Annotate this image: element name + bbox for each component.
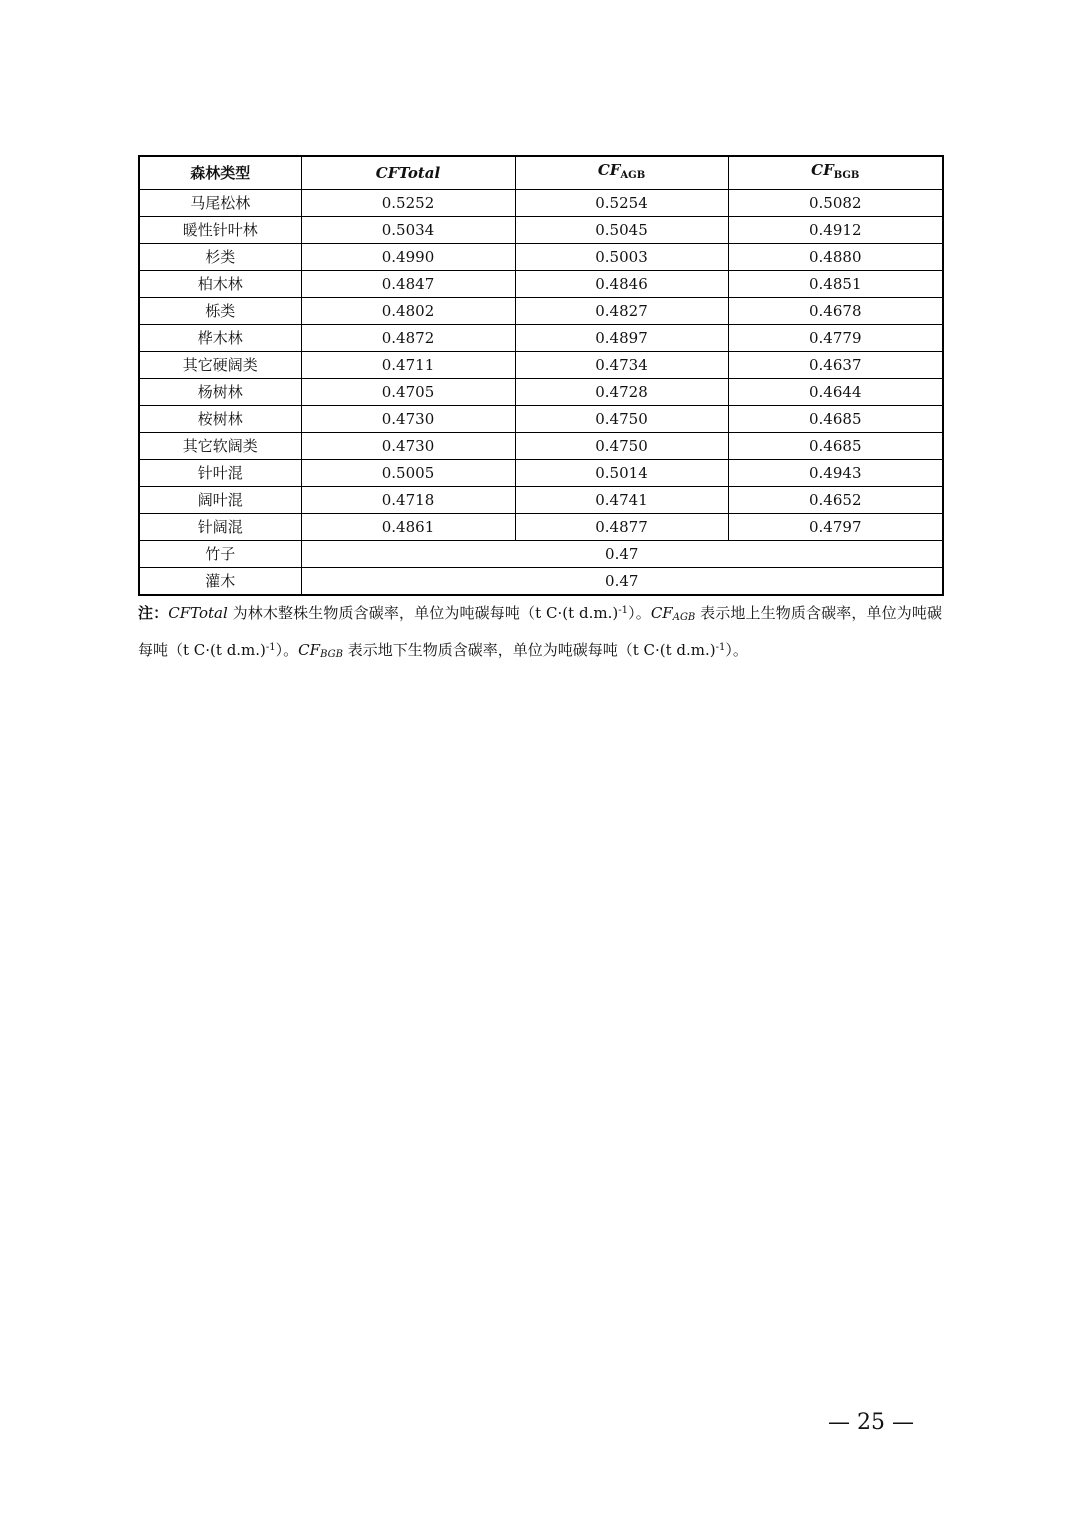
- table-row: [139, 514, 943, 541]
- cell-forest-type: 其它硬阔类: [139, 352, 301, 379]
- header-cf-bgb: $CF_{BGB}$: [728, 156, 943, 190]
- table-row: [139, 379, 943, 406]
- cell-cf-bgb: 0.4880: [728, 244, 943, 271]
- table-header-row: [139, 156, 943, 190]
- cell-cf-bgb: 0.4644: [728, 379, 943, 406]
- table-row: [139, 190, 943, 217]
- table-row-merged: [139, 541, 943, 568]
- cell-cf-agb: 0.4827: [515, 298, 728, 325]
- cell-cf-total: 0.5252: [301, 190, 515, 217]
- cell-cf-total: 0.4718: [301, 487, 515, 514]
- cell-cf-agb: 0.5014: [515, 460, 728, 487]
- cell-cf-total: 0.4730: [301, 433, 515, 460]
- carbon-fraction-table: [138, 155, 944, 596]
- cell-cf-bgb: 0.4943: [728, 460, 943, 487]
- cell-cf-bgb: 0.4912: [728, 217, 943, 244]
- cell-cf-total: 0.4711: [301, 352, 515, 379]
- cell-cf-bgb: 0.4685: [728, 406, 943, 433]
- cell-cf-bgb: 0.5082: [728, 190, 943, 217]
- cell-cf-agb: 0.4728: [515, 379, 728, 406]
- cell-cf-bgb: 0.4851: [728, 271, 943, 298]
- table-row: [139, 298, 943, 325]
- cell-cf-total: 0.5005: [301, 460, 515, 487]
- table-row: [139, 487, 943, 514]
- cell-cf-total: 0.4872: [301, 325, 515, 352]
- note-term-cfagb: $CF_{AGB}$: [650, 604, 696, 623]
- table-row: [139, 433, 943, 460]
- table-note: 注：CFTotal 为林木整株生物质含碳率，单位为吨碳每吨（t C·(t d.m.)$^{-1}$）。$CF_{AGB}$ 表示地上生物质含碳率，单位为吨碳每吨（t C·(t d.m.)$^{-1}$）。$CF_{BGB}$ 表示地下生物质含碳率，单位为吨碳每吨（t C·(t d.m.)$^{-1}$）。: [138, 604, 942, 660]
- cell-merged-value: 0.47: [301, 541, 943, 568]
- cell-cf-agb: 0.4846: [515, 271, 728, 298]
- cell-forest-type: 桦木林: [139, 325, 301, 352]
- table-row: [139, 352, 943, 379]
- cell-forest-type: 栎类: [139, 298, 301, 325]
- table-row-merged: [139, 568, 943, 596]
- cell-cf-agb: 0.5254: [515, 190, 728, 217]
- table-body: [139, 190, 943, 596]
- cell-cf-bgb: 0.4779: [728, 325, 943, 352]
- cell-forest-type: 柏木林: [139, 271, 301, 298]
- cell-forest-type: 针叶混: [139, 460, 301, 487]
- cell-cf-agb: 0.5003: [515, 244, 728, 271]
- header-forest-type: 森林类型: [139, 156, 301, 190]
- page-number: — 25 —: [828, 1410, 914, 1435]
- cell-cf-total: 0.4861: [301, 514, 515, 541]
- cell-forest-type: 灌木: [139, 568, 301, 596]
- table-row: [139, 325, 943, 352]
- cell-cf-total: 0.4730: [301, 406, 515, 433]
- note-term-cfbgb: $CF_{BGB}$: [298, 641, 343, 660]
- cell-forest-type: 阔叶混: [139, 487, 301, 514]
- header-cf-total: CFTotal: [301, 156, 515, 190]
- note-label: 注：: [138, 604, 169, 622]
- cell-forest-type: 暖性针叶林: [139, 217, 301, 244]
- cell-forest-type: 马尾松林: [139, 190, 301, 217]
- cell-cf-agb: 0.4897: [515, 325, 728, 352]
- cell-cf-agb: 0.4750: [515, 406, 728, 433]
- cell-cf-total: 0.4990: [301, 244, 515, 271]
- cell-forest-type: 针阔混: [139, 514, 301, 541]
- table-row: [139, 244, 943, 271]
- cell-cf-agb: 0.4734: [515, 352, 728, 379]
- cell-forest-type: 杉类: [139, 244, 301, 271]
- cell-cf-agb: 0.4741: [515, 487, 728, 514]
- cell-cf-bgb: 0.4652: [728, 487, 943, 514]
- note-term-cftotal: CFTotal: [168, 604, 228, 622]
- cell-cf-total: 0.4847: [301, 271, 515, 298]
- cell-forest-type: 其它软阔类: [139, 433, 301, 460]
- cell-cf-total: 0.4705: [301, 379, 515, 406]
- cell-cf-bgb: 0.4797: [728, 514, 943, 541]
- table-row: [139, 406, 943, 433]
- cell-forest-type: 竹子: [139, 541, 301, 568]
- table-row: [139, 271, 943, 298]
- table-row: [139, 460, 943, 487]
- cell-cf-agb: 0.4877: [515, 514, 728, 541]
- cell-forest-type: 桉树林: [139, 406, 301, 433]
- cell-cf-agb: 0.4750: [515, 433, 728, 460]
- cell-merged-value: 0.47: [301, 568, 943, 596]
- table-row: [139, 217, 943, 244]
- cell-cf-total: 0.4802: [301, 298, 515, 325]
- cell-forest-type: 杨树林: [139, 379, 301, 406]
- cell-cf-bgb: 0.4685: [728, 433, 943, 460]
- cell-cf-agb: 0.5045: [515, 217, 728, 244]
- cell-cf-total: 0.5034: [301, 217, 515, 244]
- cell-cf-bgb: 0.4637: [728, 352, 943, 379]
- cell-cf-bgb: 0.4678: [728, 298, 943, 325]
- header-cf-agb: $CF_{AGB}$: [515, 156, 728, 190]
